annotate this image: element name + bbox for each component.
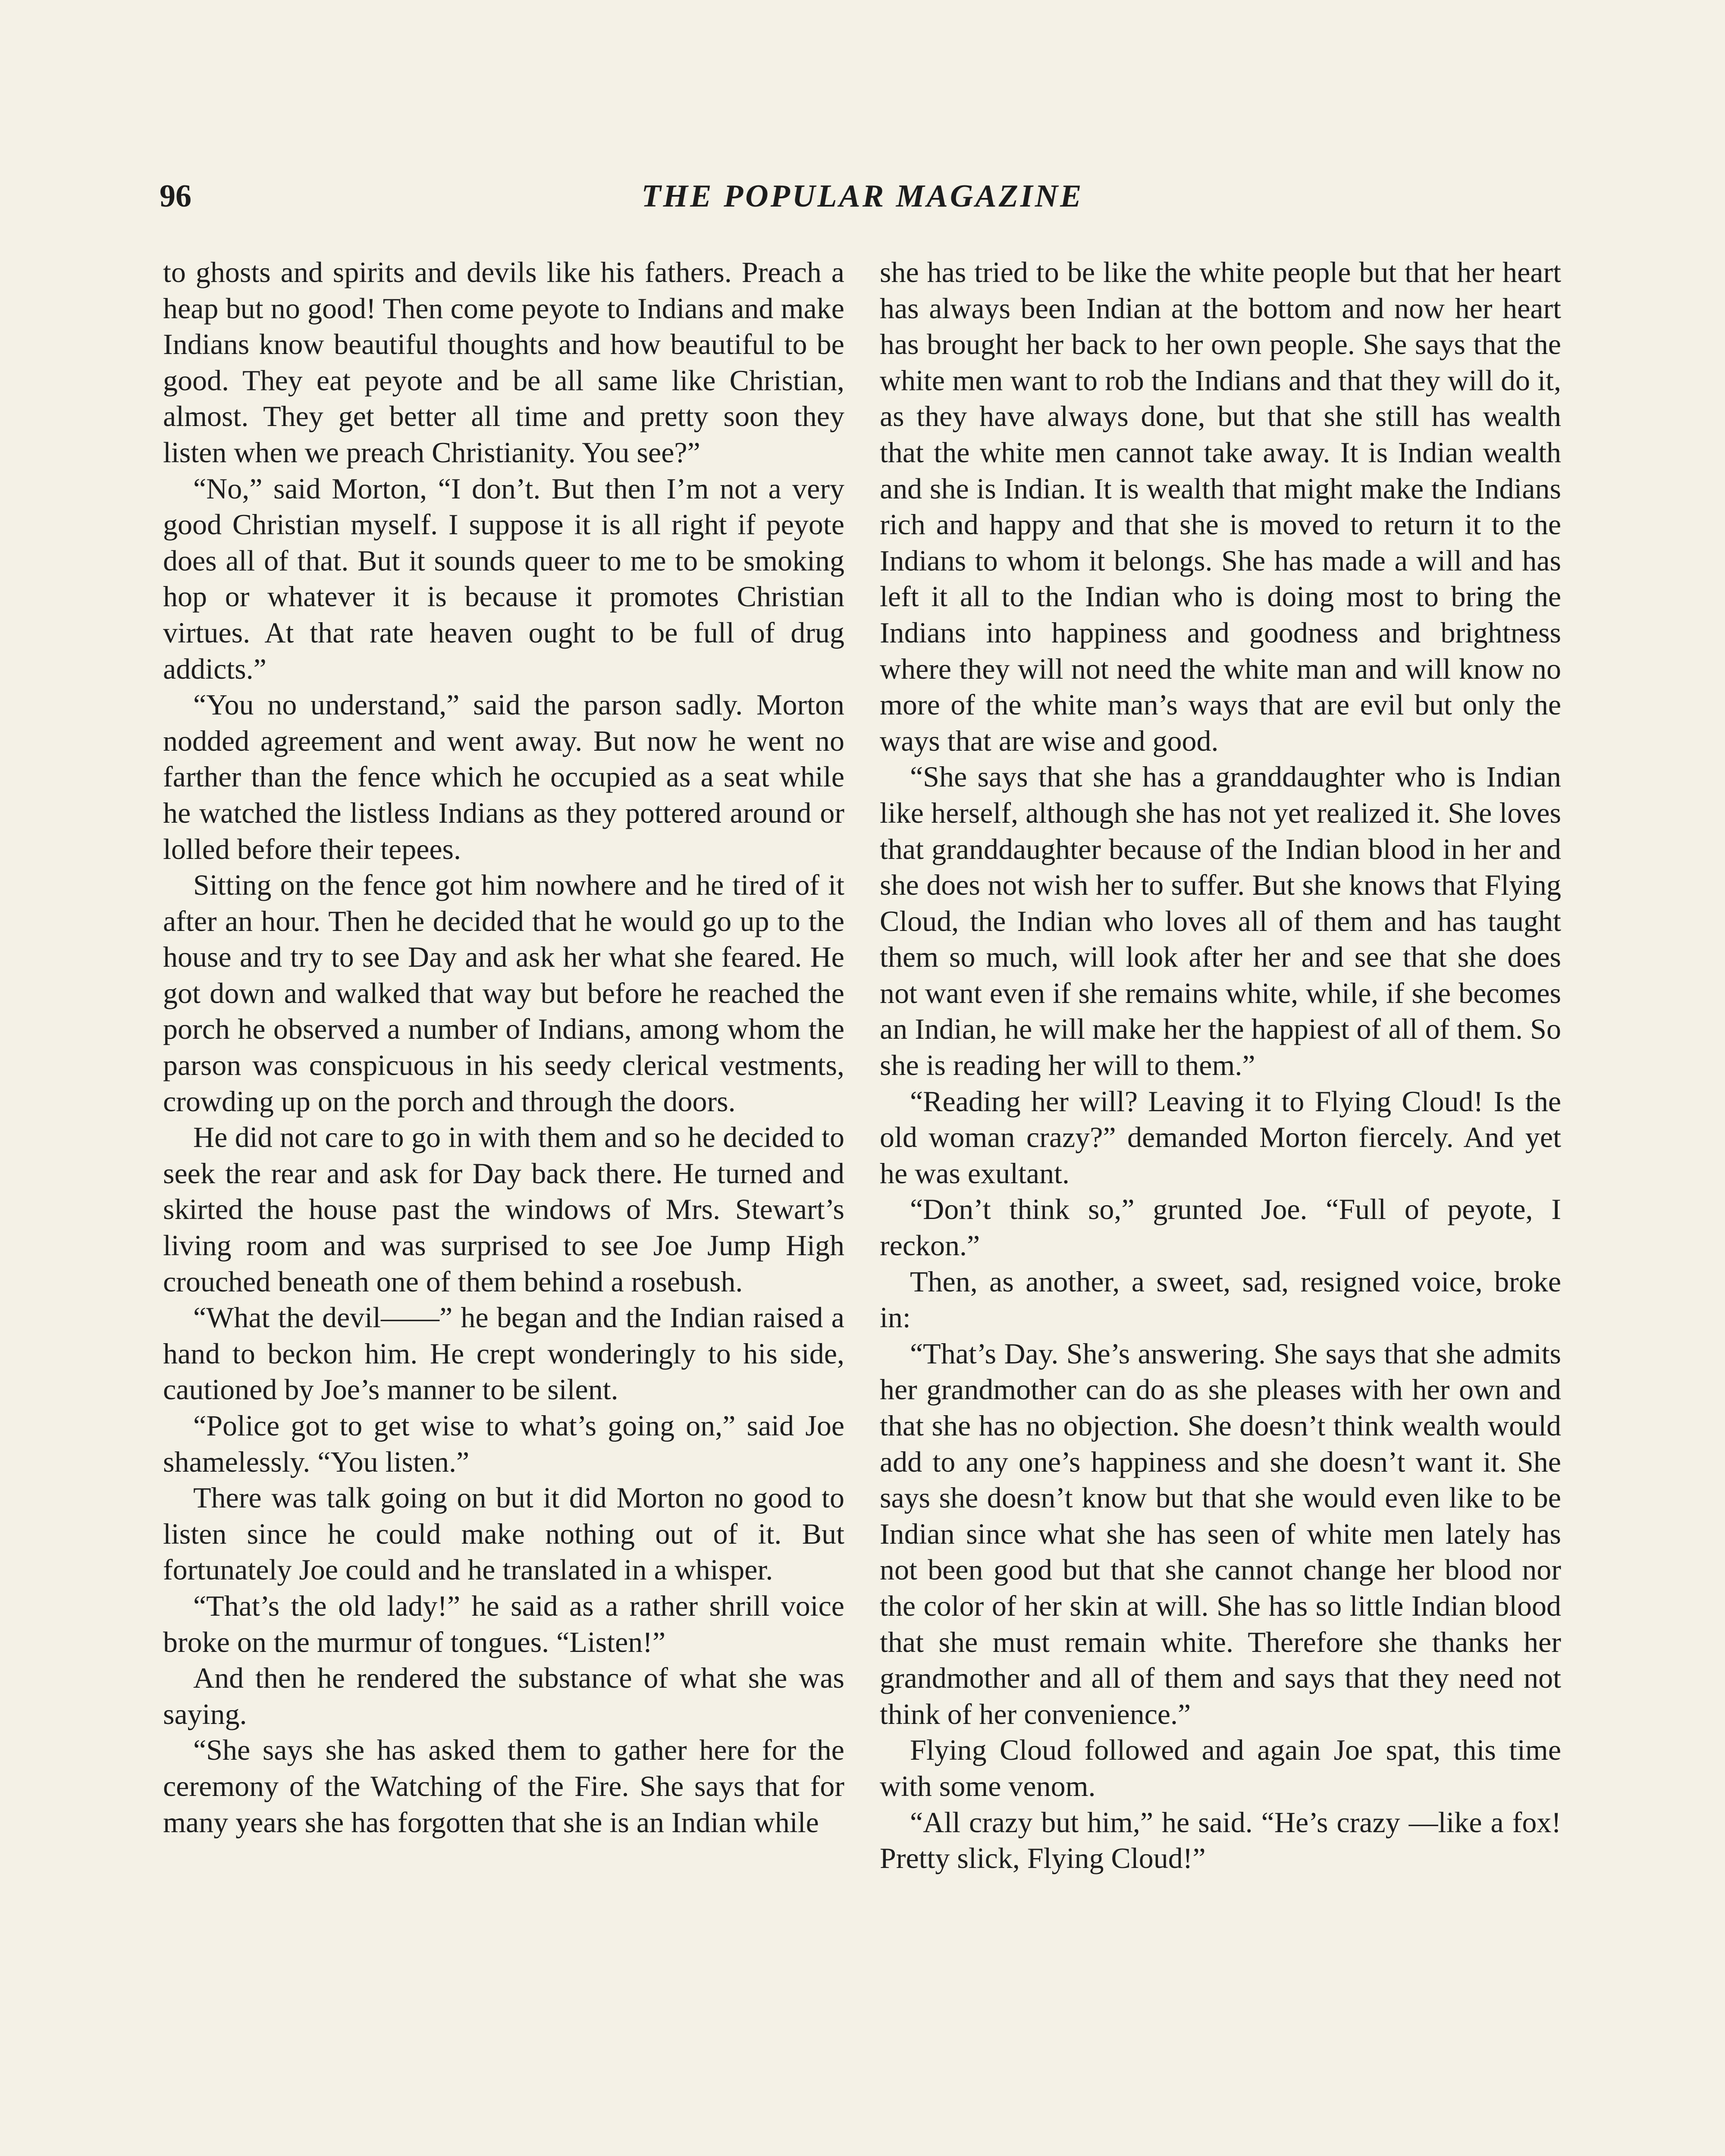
left-paragraph-8: There was talk going on but it did Morton no good to listen since he could make nothing out of it. But fortunately Joe could and he translated in a whisper. [163, 1481, 844, 1586]
page-header [160, 175, 1565, 226]
right-paragraph-8: “All crazy but him,” he said. “He’s crazy —like a fox! Pretty slick, Flying Cloud!” [880, 1805, 1561, 1875]
left-paragraph-3: “You no understand,” said the parson sadly. Morton nodded agreement and went away. But now he went no farther than the fence which he occupied as a seat while he watched the listless Indians as they pottered around or lolled before their tepees. [163, 688, 844, 865]
right-paragraph-7: Flying Cloud followed and again Joe spat, this time with some venom. [880, 1733, 1561, 1802]
right-paragraph-5: Then, as another, a sweet, sad, resigned voice, broke in: [880, 1265, 1561, 1334]
right-column [880, 254, 1561, 2156]
magazine-title: THE POPULAR MAGAZINE [641, 179, 1084, 214]
right-paragraph-4: “Don’t think so,” grunted Joe. “Full of peyote, I reckon.” [880, 1193, 1561, 1262]
left-paragraph-2: “No,” said Morton, “I don’t. But then I’m not a very good Christian myself. I suppose it is all right if peyote does all of that. But it sounds queer to me to be smoking hop or whatever it is because it promotes Christian virtues. At that rate heaven ought to be full of drug addicts.” [163, 472, 844, 685]
left-paragraph-7: “Police got to get wise to what’s going on,” said Joe shamelessly. “You listen.” [163, 1409, 844, 1478]
left-paragraph-1: to ghosts and spirits and devils like his fathers. Preach a heap but no good! Then come peyote to Indians and make Indians know beautiful thoughts and how beautiful to be good. They eat peyote and be all same like Christian, almost. They get better all time and pretty soon they listen when we preach Christianity. You see?” [163, 256, 844, 469]
left-paragraph-5: He did not care to go in with them and so he decided to seek the rear and ask for Day back there. He turned and skirted the house past the windows of Mrs. Stewart’s living room and was surprised to see Joe Jump High crouched beneath one of them behind a rosebush. [163, 1121, 844, 1298]
right-paragraph-6: “That’s Day. She’s answering. She says that she admits her grandmother can do as she pleases with her own and that she has no objection. She doesn’t think wealth would add to any one’s happiness and she doesn’t want it. She says she doesn’t know but that she would even like to be Indian since what she has seen of white men lately has not been good but that she cannot change her blood nor the color of her skin at will. She has so little Indian blood that she must remain white. Therefore she thanks her grandmother and all of them and says that they need not think of her convenience.” [880, 1337, 1561, 1730]
right-paragraph-3: “Reading her will? Leaving it to Flying Cloud! Is the old woman crazy?” demanded Morton fiercely. And yet he was exultant. [880, 1084, 1561, 1190]
page-number: 96 [160, 179, 191, 214]
right-paragraph-2: “She says that she has a granddaughter who is Indian like herself, although she has not yet realized it. She loves that granddaughter because of the Indian blood in her and she does not wish her to suffer. But she knows that Flying Cloud, the Indian who loves all of them and has taught them so much, will look after her and see that she does not want even if she remains white, while, if she becomes an Indian, he will make her the happiest of all of them. So she is reading her will to them.” [880, 760, 1561, 1082]
left-paragraph-4: Sitting on the fence got him nowhere and he tired of it after an hour. Then he decided that he would go up to the house and try to see Day and ask her what she feared. He got down and walked that way but before he reached the porch he observed a number of Indians, among whom the parson was conspicuous in his seedy clerical vestments, crowding up on the porch and through the doors. [163, 868, 844, 1118]
left-column [163, 254, 844, 2156]
left-paragraph-9: “That’s the old lady!” he said as a rather shrill voice broke on the murmur of tongues. “Listen!” [163, 1589, 844, 1658]
left-paragraph-6: “What the devil——” he began and the Indian raised a hand to beckon him. He crept wonderingly to his side, cautioned by Joe’s manner to be silent. [163, 1301, 844, 1406]
right-paragraph-1: she has tried to be like the white people but that her heart has always been Indian at the bottom and now her heart has brought her back to her own people. She says that the white men want to rob the Indians and that they will do it, as they have always done, but that she still has wealth that the white men cannot take away. It is Indian wealth and she is Indian. It is wealth that might make the Indians rich and happy and that she is moved to return it to the Indians to whom it belongs. She has made a will and has left it all to the Indian who is doing most to bring the Indians into happiness and goodness and brightness where they will not need the white man and will know no more of the white man’s ways that are evil but only the ways that are wise and good. [880, 256, 1561, 757]
left-paragraph-11: “She says she has asked them to gather here for the ceremony of the Watching of the Fire. She says that for many years she has forgotten that she is an Indian while [163, 1733, 844, 1839]
left-paragraph-10: And then he rendered the substance of what she was saying. [163, 1661, 844, 1730]
